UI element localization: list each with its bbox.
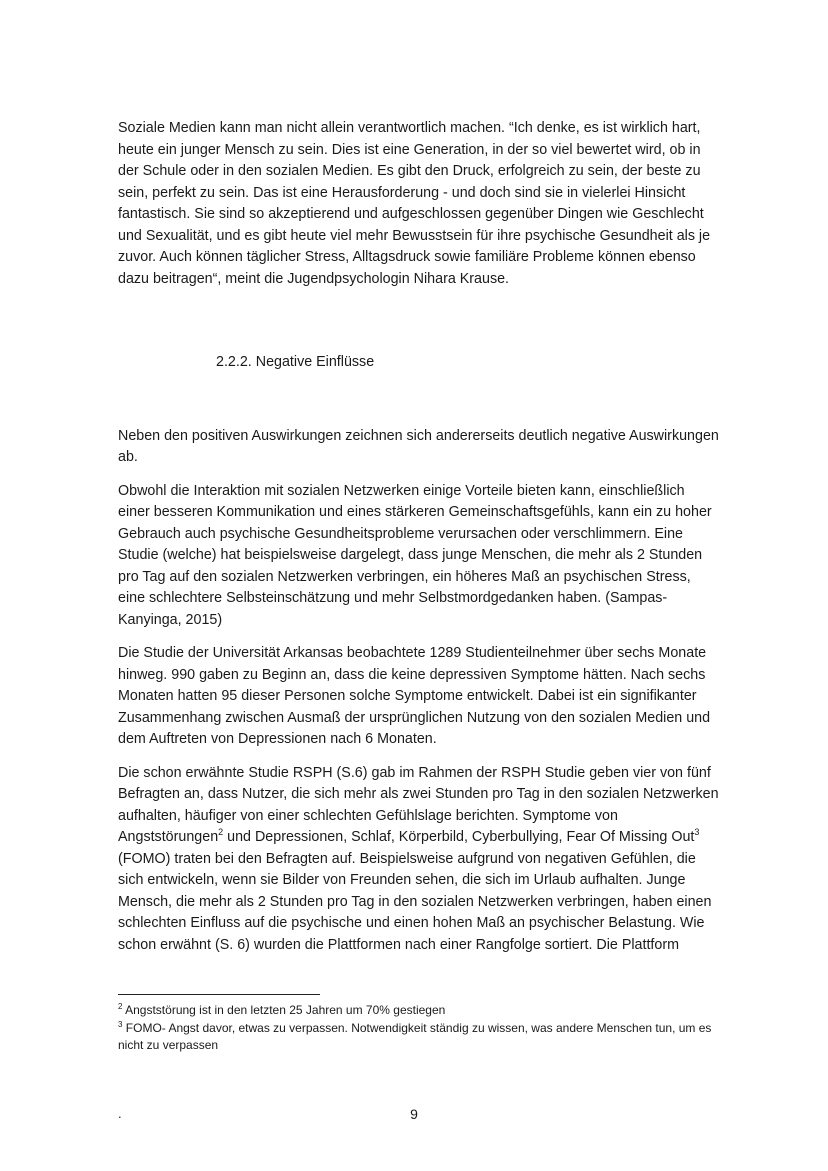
paragraph-quote-krause: Soziale Medien kann man nicht allein verantwortlich machen. “Ich denke, es ist wirklich hart, heute ein junger Mensch zu sein. Dies ist eine Generation, in der so viel bewertet wird, ob in der Schule oder in den sozialen Medien. Es gibt den Druck, erfolgreich zu sein, der beste zu sein, perfekt zu sein. Das ist eine Herausforderung - und doch sind sie in vielerlei Hinsicht fantastisch. Sie sind so akzeptierend und aufgeschlossen gegenüber Dingen wie Geschlecht und Sexualität, und es gibt heute viel mehr Bewusstsein für ihre psychische Gesundheit als je zuvor. Auch können täglicher Stress, Alltagsdruck sowie familiäre Probleme können ebenso dazu beitragen“, meint die Jugendpsychologin Nihara Krause.	[118, 120, 711, 287]
footnote-ref-3: 3	[694, 827, 700, 838]
rsph-text-part-3: (FOMO) traten bei den Befragten auf. Beispielsweise aufgrund von negativen Gefühlen, die sich entwickeln, wenn sie Bilder von Freunden sehen, die sich im Urlaub aufhalten. Junge Mensch, die mehr als 2 Stunden pro Tag in den sozialen Netzwerken verbringen, haben einen schlechten Einfluss auf die psychische und einen hohen Maß an psychischer Belastung. Wie schon erwähnt (S. 6) wurden die Plattformen nach einer Rangfolge sortiert. Die Plattform	[118, 850, 712, 953]
footnote-number: 2	[118, 1002, 123, 1011]
paragraph-rsph-study	[118, 763, 720, 957]
footnote-number: 3	[118, 1019, 123, 1029]
footnotes	[118, 1002, 720, 1055]
section-heading: 2.2.2. Negative Einflüsse	[216, 354, 375, 370]
rsph-text-part-2: und Depressionen, Schlaf, Körperbild, Cyberbullying, Fear Of Missing Out	[223, 829, 695, 845]
footnote-3	[118, 1020, 720, 1055]
page-number: 9	[410, 1106, 418, 1122]
rsph-text-part-1: Die schon erwähnte Studie RSPH (S.6) gab im Rahmen der RSPH Studie geben vier von fünf Befragten an, dass Nutzer, die sich mehr als zwei Stunden pro Tag in den sozialen Netzwerken aufhalten, häufiger von einer schlechten Gefühlslage berichten. Symptome von Angststörungen	[118, 764, 719, 845]
spacer	[118, 302, 720, 352]
paragraph-intro-negative: Neben den positiven Auswirkungen zeichnen sich andererseits deutlich negative Auswirkungen ab.	[118, 427, 719, 465]
footnote-2	[118, 1002, 720, 1020]
footnote-ref-2: 2	[218, 827, 224, 838]
footer-mark: .	[118, 1106, 122, 1121]
footnote-divider	[118, 994, 320, 995]
paragraph-arkansas-study: Die Studie der Universität Arkansas beobachtete 1289 Studienteilnehmer über sechs Monate hinweg. 990 gaben zu Beginn an, dass die keine depressiven Symptome hätten. Nach sechs Monaten hatten 95 dieser Personen solche Symptome entwickelt. Dabei ist ein signifikanter Zusammenhang zwischen Ausmaß der ursprünglichen Nutzung von den sozialen Medien und dem Auftreten von Depressionen nach 6 Monaten.	[118, 645, 711, 747]
footnote-text: Angststörung ist in den letzten 25 Jahren um 70% gestiegen	[122, 1003, 446, 1017]
paragraph-study-stress: Obwohl die Interaktion mit sozialen Netzwerken einige Vorteile bieten kann, einschließlich einer besseren Kommunikation und eines stärkeren Gemeinschaftsgefühls, kann ein zu hoher Gebrauch auch psychische Gesundheitsprobleme verursachen oder verschlimmern. Eine Studie (welche) hat beispielsweise dargelegt, dass junge Menschen, die mehr als 2 Stunden pro Tag auf den sozialen Netzwerken verbringen, ein höheres Maß an psychischen Stress, eine schlechtere Selbsteinschätzung und mehr Selbstmordgedanken haben. (Sampas-Kanyinga, 2015)	[118, 482, 712, 628]
page-body	[118, 118, 720, 968]
footnote-text: FOMO- Angst davor, etwas zu verpassen. Notwendigkeit ständig zu wissen, was andere Menschen tun, um es nicht zu verpassen	[118, 1020, 712, 1052]
